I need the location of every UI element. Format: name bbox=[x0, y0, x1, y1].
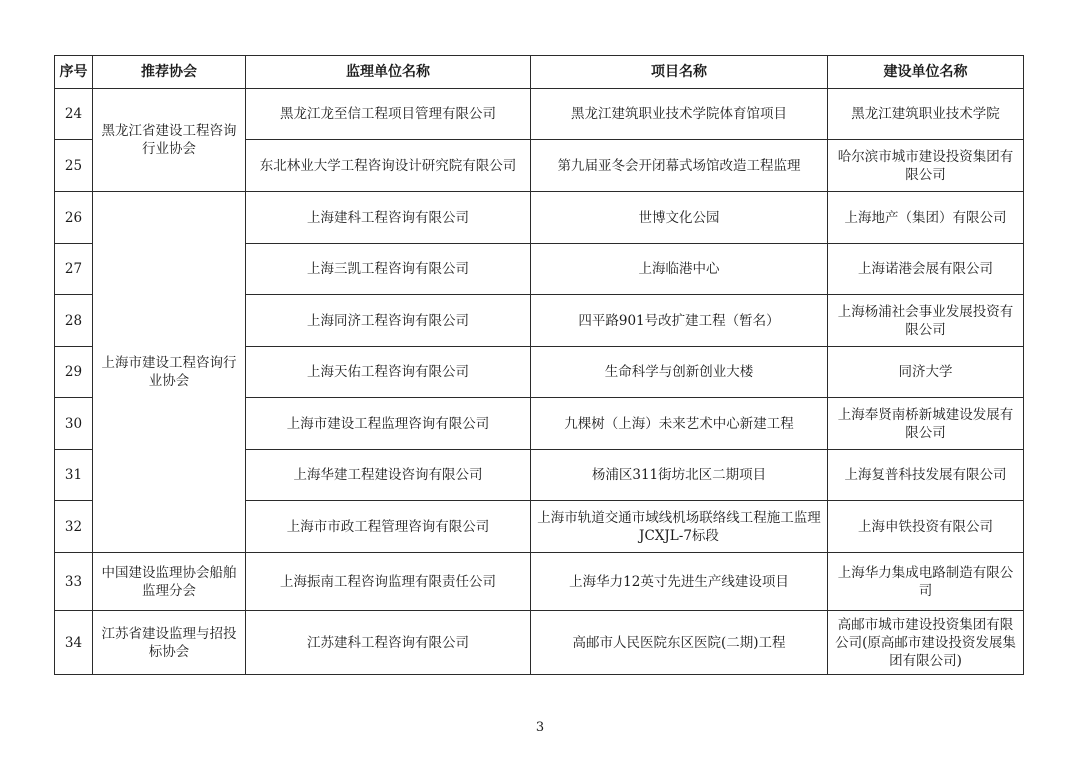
owner-cell: 上海地产（集团）有限公司 bbox=[828, 192, 1024, 244]
supervisor-cell: 上海三凯工程咨询有限公司 bbox=[246, 244, 531, 295]
owner-cell: 黑龙江建筑职业技术学院 bbox=[828, 89, 1024, 140]
supervisor-cell: 上海华建工程建设咨询有限公司 bbox=[246, 450, 531, 501]
serial-cell: 27 bbox=[55, 244, 93, 295]
serial-cell: 28 bbox=[55, 295, 93, 347]
table-row bbox=[55, 89, 1024, 140]
supervisor-cell: 上海天佑工程咨询有限公司 bbox=[246, 347, 531, 398]
serial-cell: 32 bbox=[55, 501, 93, 553]
owner-cell: 上海奉贤南桥新城建设发展有限公司 bbox=[828, 398, 1024, 450]
supervisor-cell: 上海市市政工程管理咨询有限公司 bbox=[246, 501, 531, 553]
supervisor-cell: 东北林业大学工程咨询设计研究院有限公司 bbox=[246, 140, 531, 192]
project-cell: 四平路901号改扩建工程（暂名） bbox=[531, 295, 828, 347]
serial-cell: 25 bbox=[55, 140, 93, 192]
project-cell: 生命科学与创新创业大楼 bbox=[531, 347, 828, 398]
association-cell: 中国建设监理协会船舶监理分会 bbox=[93, 553, 246, 611]
serial-cell: 29 bbox=[55, 347, 93, 398]
owner-cell: 上海复普科技发展有限公司 bbox=[828, 450, 1024, 501]
header-owner: 建设单位名称 bbox=[828, 56, 1024, 89]
owner-cell: 上海诺港会展有限公司 bbox=[828, 244, 1024, 295]
table-row bbox=[55, 611, 1024, 675]
supervisor-cell: 上海建科工程咨询有限公司 bbox=[246, 192, 531, 244]
project-cell: 九棵树（上海）未来艺术中心新建工程 bbox=[531, 398, 828, 450]
supervisor-cell: 黑龙江龙至信工程项目管理有限公司 bbox=[246, 89, 531, 140]
serial-cell: 31 bbox=[55, 450, 93, 501]
table-header-row bbox=[55, 56, 1024, 89]
header-association: 推荐协会 bbox=[93, 56, 246, 89]
project-cell: 上海临港中心 bbox=[531, 244, 828, 295]
association-cell: 黑龙江省建设工程咨询行业协会 bbox=[93, 89, 246, 192]
owner-cell: 上海申铁投资有限公司 bbox=[828, 501, 1024, 553]
project-cell: 上海市轨道交通市域线机场联络线工程施工监理JCXJL-7标段 bbox=[531, 501, 828, 553]
serial-cell: 34 bbox=[55, 611, 93, 675]
project-cell: 黑龙江建筑职业技术学院体育馆项目 bbox=[531, 89, 828, 140]
serial-cell: 30 bbox=[55, 398, 93, 450]
supervisor-cell: 江苏建科工程咨询有限公司 bbox=[246, 611, 531, 675]
serial-cell: 24 bbox=[55, 89, 93, 140]
owner-cell: 上海华力集成电路制造有限公司 bbox=[828, 553, 1024, 611]
serial-cell: 26 bbox=[55, 192, 93, 244]
table-row bbox=[55, 553, 1024, 611]
project-cell: 杨浦区311街坊北区二期项目 bbox=[531, 450, 828, 501]
project-cell: 高邮市人民医院东区医院(二期)工程 bbox=[531, 611, 828, 675]
association-cell: 上海市建设工程咨询行业协会 bbox=[93, 192, 246, 553]
owner-cell: 高邮市城市建设投资集团有限公司(原高邮市建设投资发展集团有限公司) bbox=[828, 611, 1024, 675]
recommendation-table bbox=[54, 55, 1024, 675]
header-supervisor: 监理单位名称 bbox=[246, 56, 531, 89]
header-serial: 序号 bbox=[55, 56, 93, 89]
owner-cell: 哈尔滨市城市建设投资集团有限公司 bbox=[828, 140, 1024, 192]
owner-cell: 上海杨浦社会事业发展投资有限公司 bbox=[828, 295, 1024, 347]
serial-cell: 33 bbox=[55, 553, 93, 611]
table-row bbox=[55, 192, 1024, 244]
header-project: 项目名称 bbox=[531, 56, 828, 89]
owner-cell: 同济大学 bbox=[828, 347, 1024, 398]
project-cell: 上海华力12英寸先进生产线建设项目 bbox=[531, 553, 828, 611]
supervisor-cell: 上海同济工程咨询有限公司 bbox=[246, 295, 531, 347]
supervisor-cell: 上海振南工程咨询监理有限责任公司 bbox=[246, 553, 531, 611]
supervisor-cell: 上海市建设工程监理咨询有限公司 bbox=[246, 398, 531, 450]
association-cell: 江苏省建设监理与招投标协会 bbox=[93, 611, 246, 675]
page-number: 3 bbox=[535, 720, 545, 735]
project-cell: 第九届亚冬会开闭幕式场馆改造工程监理 bbox=[531, 140, 828, 192]
project-cell: 世博文化公园 bbox=[531, 192, 828, 244]
